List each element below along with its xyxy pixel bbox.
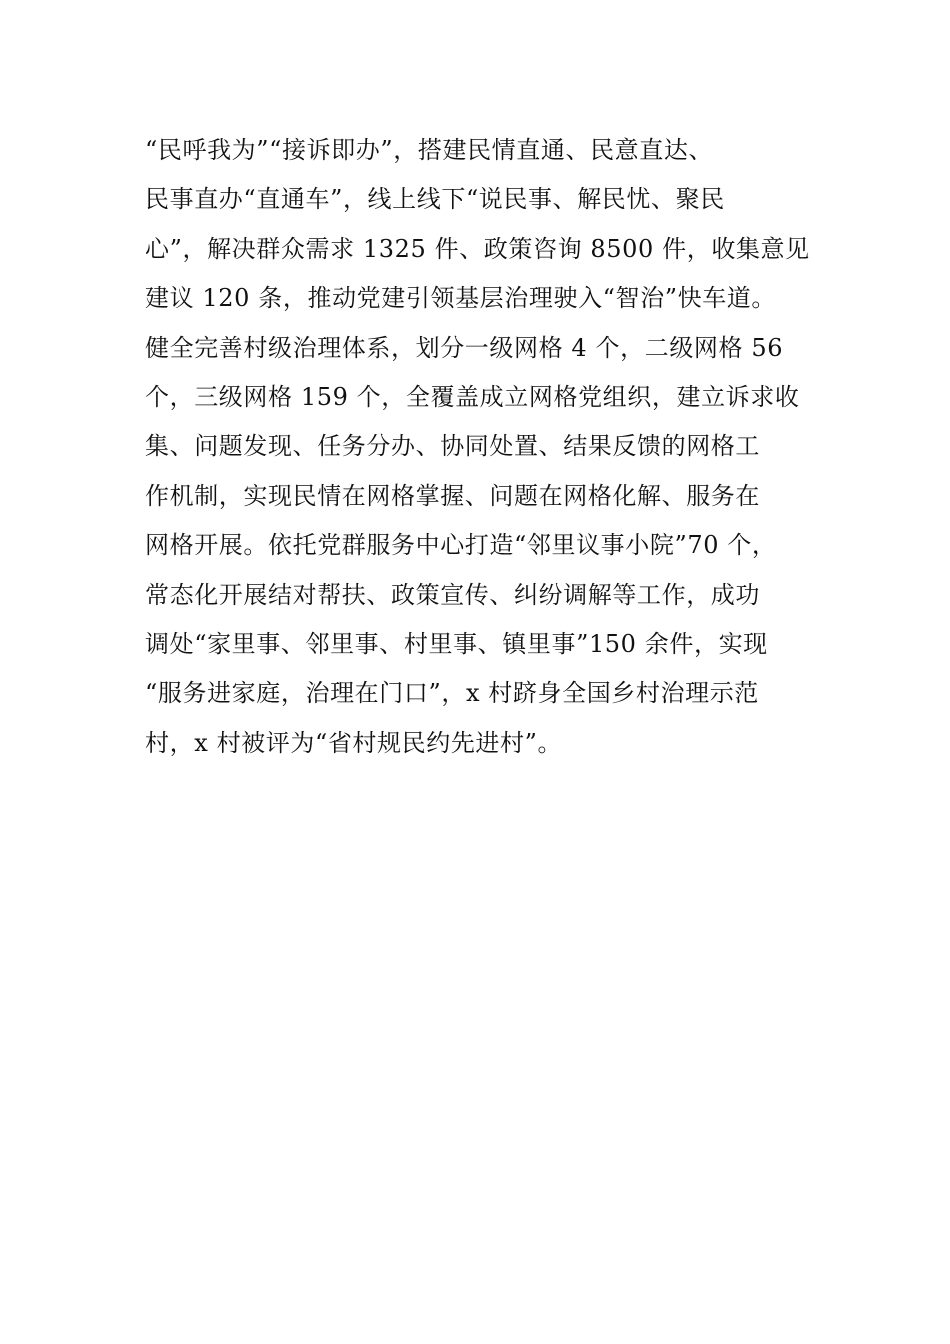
text-line: “民呼我为”“接诉即办”，搭建民情直通、民意直达、 [145, 136, 714, 164]
text-line: “服务进家庭，治理在门口”，x 村跻身全国乡村治理示范 [145, 679, 759, 708]
text-line: 心”，解决群众需求 1325 件、政策咨询 8500 件，收集意见 [145, 234, 810, 263]
text-line: 健全完善村级治理体系，划分一级网格 4 个，二级网格 56 [145, 333, 784, 362]
body-paragraph [145, 126, 825, 768]
text-line: 调处“家里事、邻里事、村里事、镇里事”150 余件，实现 [145, 629, 768, 658]
text-line: 作机制，实现民情在网格掌握、问题在网格化解、服务在 [145, 481, 760, 510]
text-line: 网格开展。依托党群服务中心打造“邻里议事小院”70 个， [145, 531, 777, 560]
text-line: 常态化开展结对帮扶、政策宣传、纠纷调解等工作，成功 [145, 580, 760, 609]
text-line: 村，x 村被评为“省村规民约先进村”。 [145, 728, 563, 757]
text-line: 个，三级网格 159 个，全覆盖成立网格党组织，建立诉求收 [145, 382, 800, 411]
text-line: 集、问题发现、任务分办、协同处置、结果反馈的网格工 [145, 432, 760, 461]
text-line: 民事直办“直通车”，线上线下“说民事、解民忧、聚民 [145, 185, 725, 214]
text-line: 建议 120 条，推动党建引领基层治理驶入“智治”快车道。 [145, 284, 777, 313]
